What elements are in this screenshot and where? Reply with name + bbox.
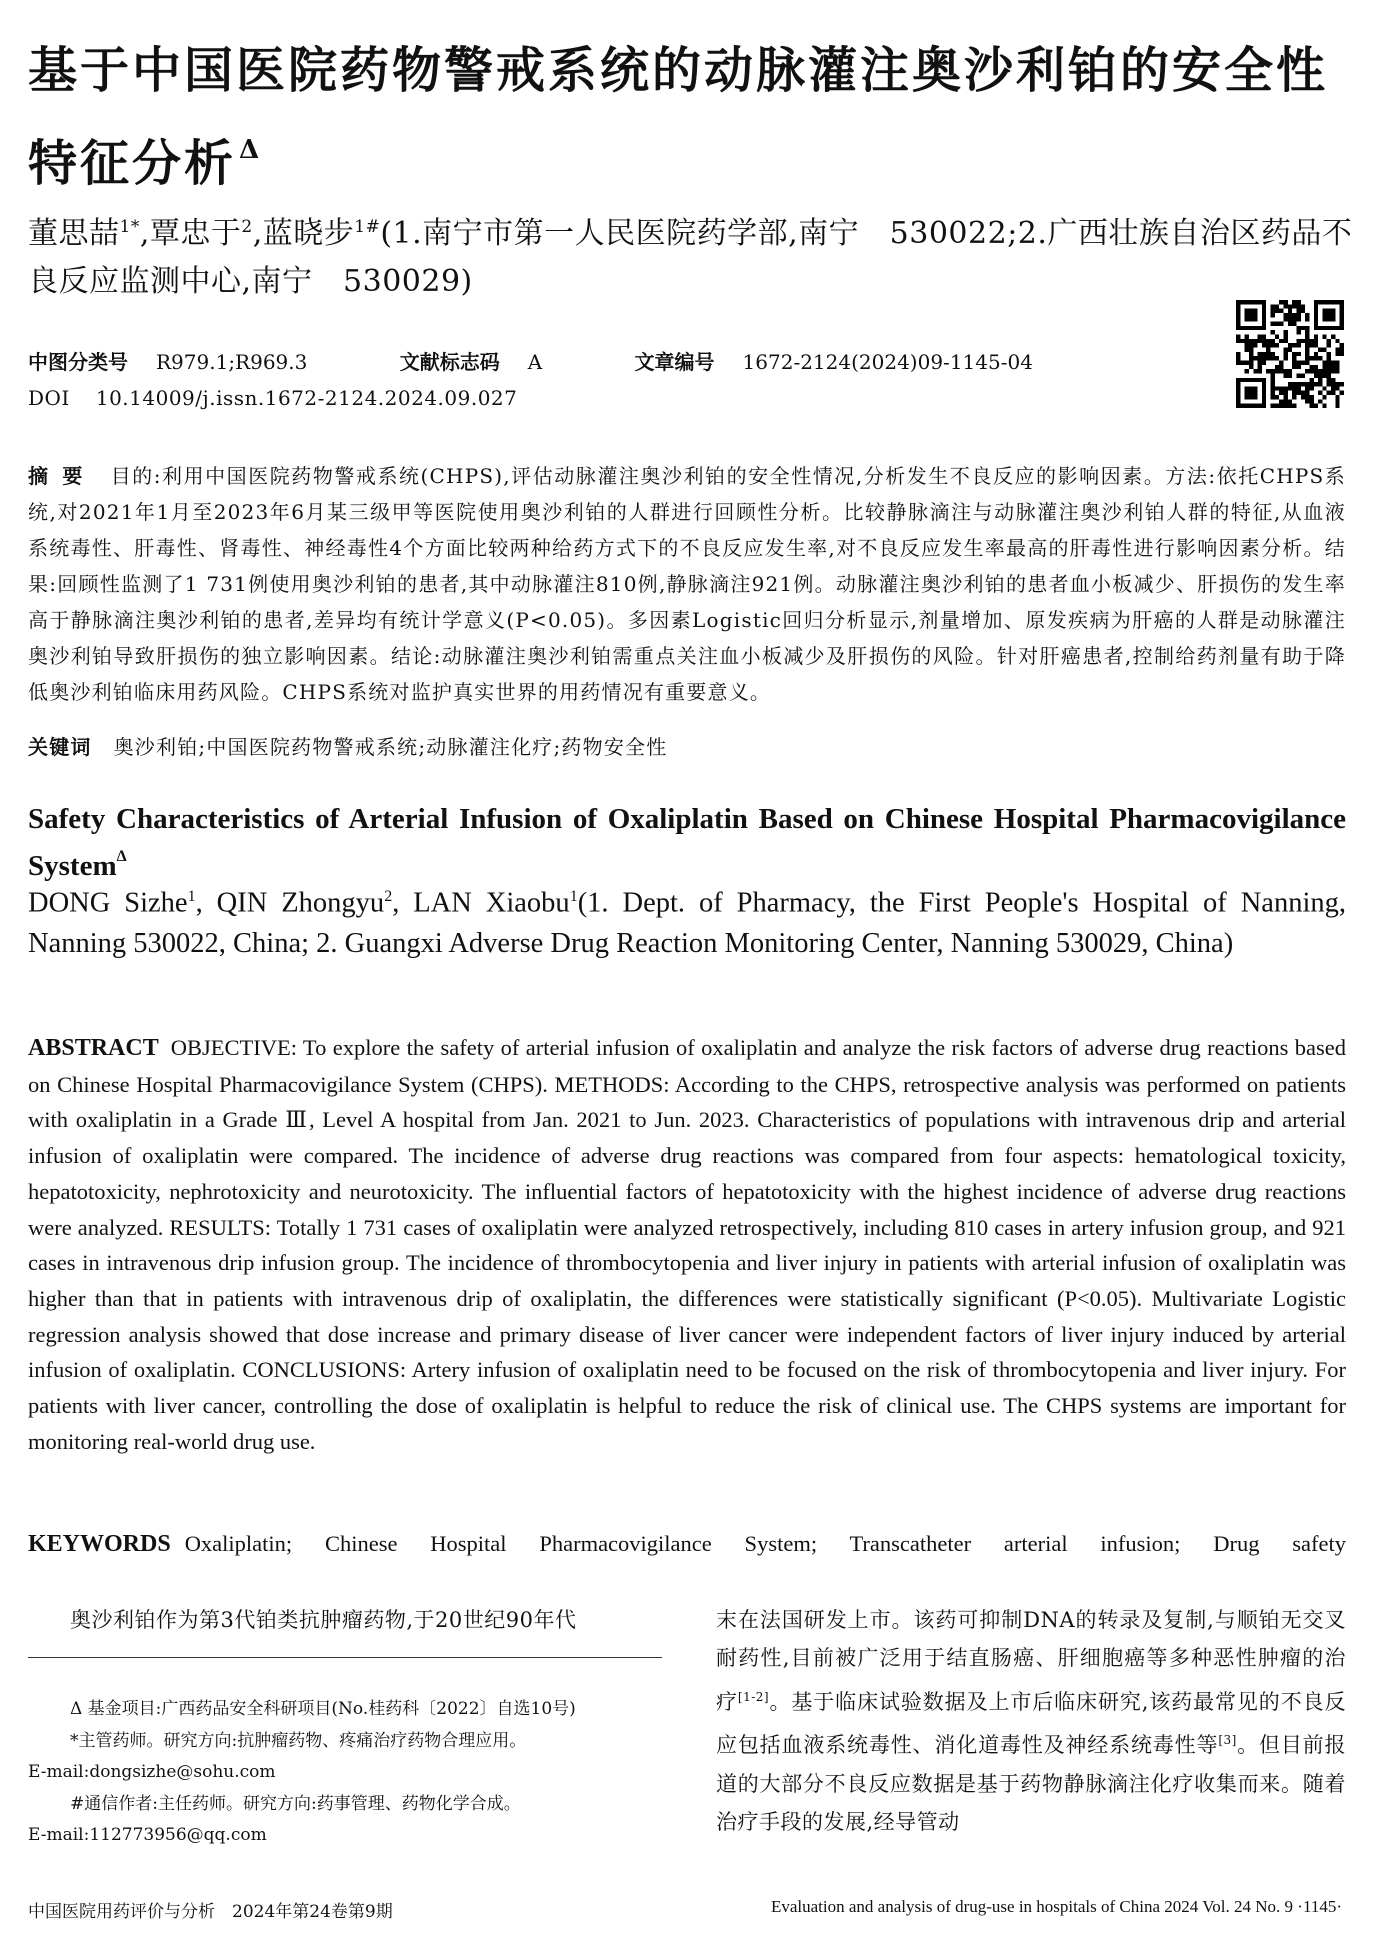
author-name: 董思喆	[28, 216, 120, 251]
footer-journal-zh: 中国医院用药评价与分析 2024年第24卷第9期	[28, 1902, 393, 1922]
abstract-zh	[28, 458, 1346, 710]
body-right-text: 。但目前报道的大部分不良反应数据是基于药物静脉滴注化疗收集而来。随着治疗手段的发展,经导管动	[716, 1733, 1347, 1835]
keywords-en	[28, 1527, 1346, 1561]
abstract-en	[28, 1030, 1346, 1459]
author-sup: 2	[241, 217, 253, 237]
authors-zh: 董思喆$^{1*}$,覃忠于$^2$,蓝晓步$^{1\#}$(1.南宁市第一人民医院药学部,南宁 530022;2.广西壮族自治区药品不良反应监测中心,南宁 530029)	[28, 216, 1353, 299]
author-en-name: LAN Xiaobu	[413, 887, 570, 919]
title-fund-mark: Δ	[239, 135, 263, 165]
article-no-label: 文章编号	[634, 350, 715, 374]
abstract-en-label: ABSTRACT	[28, 1035, 159, 1061]
footnote-author2: #通信作者:主任药师。研究方向:药事管理、药物化学合成。	[70, 1793, 521, 1814]
footnote-fund: Δ 基金项目:广西药品安全科研项目(No.桂药科〔2022〕自选10号)	[70, 1699, 576, 1719]
body-left-column	[28, 1601, 662, 1639]
keywords-zh-text: 奥沙利铂;中国医院药物警戒系统;动脉灌注化疗;药物安全性	[113, 735, 668, 759]
author-sup: 1#	[354, 217, 381, 237]
author-en-sup: 2	[384, 888, 393, 905]
author-sup: 1*	[119, 217, 140, 237]
keywords-zh-label: 关键词	[28, 735, 92, 759]
qr-code-icon[interactable]	[1236, 300, 1344, 408]
footnote-author1: *主管药师。研究方向:抗肿瘤药物、疼痛治疗药物合理应用。	[70, 1730, 527, 1751]
author-en-name: QIN Zhongyu	[216, 887, 385, 919]
article-title-en: Safety Characteristics of Arterial Infusion of Oxaliplatin Based on Chinese Hospital Pharmacovigilance System$^\Delta$	[28, 803, 1346, 882]
clc-value: R979.1;R969.3	[156, 350, 308, 374]
authors-en: DONG Sizhe$^1$, QIN Zhongyu$^2$, LAN Xiaobu$^1$(1. Dept. of Pharmacy, the First People's Hospital of Nanning, Nanning 530022, China; 2. Guangxi Adverse Drug Reaction Monitoring Center, Nanning 530029, China)	[28, 887, 1347, 959]
author-en-sup: 1	[187, 888, 196, 905]
doc-code-value: A	[527, 350, 543, 374]
body-right-text: 。基于临床试验数据及上市后临床研究,该药最常见的不良反应包括血液系统毒性、消化道毒性及神经系统毒性等	[716, 1689, 1346, 1758]
footnote-email2[interactable]: E-mail:112773956@qq.com	[28, 1825, 267, 1845]
footer-journal-en: Evaluation and analysis of drug-use in hospitals of China 2024 Vol. 24 No. 9 ·1145·	[770, 1897, 1342, 1916]
footnote-divider	[28, 1657, 662, 1658]
keywords-en-text: Oxaliplatin; Chinese Hospital Pharmacovigilance System; Transcatheter arterial infusion; Drug safety	[184, 1531, 1346, 1556]
keywords-en-label: KEYWORDS	[28, 1531, 171, 1557]
title-en-fund-mark: Δ	[116, 848, 127, 865]
body-right-text: 末在法国研发上市。该药可抑制DNA的转录及复制,与顺铂无交叉耐药性,目前被广泛用于结直肠癌、肝细胞癌等多种恶性肿瘤的治疗	[716, 1608, 1346, 1714]
affiliations-en: (1. Dept. of Pharmacy, the First People's Hospital of Nanning, Nanning 530022, China; 2. Guangxi Adverse Drug Reaction Monitoring Center, Nanning 530029, China)	[28, 887, 1347, 959]
doi-label: DOI	[28, 386, 70, 410]
author-name: 蓝晓步	[262, 216, 355, 251]
abstract-zh-text: 目的:利用中国医院药物警戒系统(CHPS),评估动脉灌注奥沙利铂的安全性情况,分析发生不良反应的影响因素。方法:依托CHPS系统,对2021年1月至2023年6月某三级甲等医院使用奥沙利铂的人群进行回顾性分析。比较静脉滴注与动脉灌注奥沙利铂人群的特征,从血液系统毒性、肝毒性、肾毒性、神经毒性4个方面比较两种给药方式下的不良反应发生率,对不良反应发生率最高的肝毒性进行影响因素分析。结果:回顾性监测了1 731例使用奥沙利铂的患者,其中动脉灌注810例,静脉滴注921例。动脉灌注奥沙利铂的患者血小板减少、肝损伤的发生率高于静脉滴注奥沙利铂的患者,差异均有统计学意义(P<0.05)。多因素Logistic回归分析显示,剂量增加、原发疾病为肝癌的人群是动脉灌注奥沙利铂导致肝损伤的独立影响因素。结论:动脉灌注奥沙利铂需重点关注血小板减少及肝损伤的风险。针对肝癌患者,控制给药剂量有助于降低奥沙利铂临床用药风险。CHPS系统对监护真实世界的用药情况有重要意义。	[28, 464, 1347, 704]
article-no-value: 1672-2124(2024)09-1145-04	[742, 350, 1033, 374]
clc-label: 中图分类号	[28, 350, 128, 374]
article-meta	[28, 346, 1208, 375]
keywords-zh	[28, 731, 1346, 760]
author-name: 覃忠于	[149, 216, 242, 251]
abstract-en-text: OBJECTIVE: To explore the safety of arterial infusion of oxaliplatin and analyze the risk factors of adverse drug reactions based on Chinese Hospital Pharmacovigilance System (CHPS). METHODS: According to the CHPS, retrospective analysis was performed on patients with oxaliplatin in a Grade Ⅲ, Level A hospital from Jan. 2021 to Jun. 2023. Characteristics of populations with intravenous drip and arterial infusion of oxaliplatin were compared. The incidence of adverse drug reactions was compared from four aspects: hematological toxicity, hepatotoxicity, nephrotoxicity and neurotoxicity. The influential factors of hepatotoxicity with the highest incidence of adverse drug reactions were analyzed. RESULTS: Totally 1 731 cases of oxaliplatin were analyzed retrospectively, including 810 cases in artery infusion group, and 921 cases in intravenous drip infusion group. The incidence of thrombocytopenia and liver injury in patients with arterial infusion of oxaliplatin was higher than that in patients with intravenous drip of oxaliplatin, the differences were statistically significant (P<0.05). Multivariate Logistic regression analysis showed that dose increase and primary disease of liver cancer were independent factors of liver injury induced by arterial infusion of oxaliplatin. CONCLUSIONS: Artery infusion of oxaliplatin need to be focused on the risk of thrombocytopenia and liver injury. For patients with liver cancer, controlling the dose of oxaliplatin is helpful to reduce the risk of clinical use. The CHPS systems are important for monitoring real-world drug use.	[28, 1035, 1346, 1454]
citation-link[interactable]: [3]	[1218, 1733, 1237, 1748]
doi-value: 10.14009/j.issn.1672-2124.2024.09.027	[95, 386, 518, 410]
doi-line	[28, 386, 517, 410]
citation-link[interactable]: [1-2]	[737, 1689, 770, 1704]
footnotes	[28, 1694, 662, 1852]
body-left-text: 奥沙利铂作为第3代铂类抗肿瘤药物,于20世纪90年代	[70, 1608, 577, 1632]
footnote-email1[interactable]: E-mail:dongsizhe@sohu.com	[28, 1762, 276, 1782]
body-right-column	[716, 1601, 1346, 1841]
author-en-name: DONG Sizhe	[28, 887, 188, 919]
affiliations-zh: (1.南宁市第一人民医院药学部,南宁 530022;2.广西壮族自治区药品不良反应监测中心,南宁 530029)	[28, 216, 1353, 299]
doc-code-label: 文献标志码	[399, 350, 500, 374]
article-title-zh: 基于中国医院药物警戒系统的动脉灌注奥沙利铂的安全性特征分析 $^\Delta$	[28, 41, 1329, 192]
abstract-zh-label: 摘要	[28, 464, 97, 488]
author-en-sup: 1	[569, 888, 578, 905]
